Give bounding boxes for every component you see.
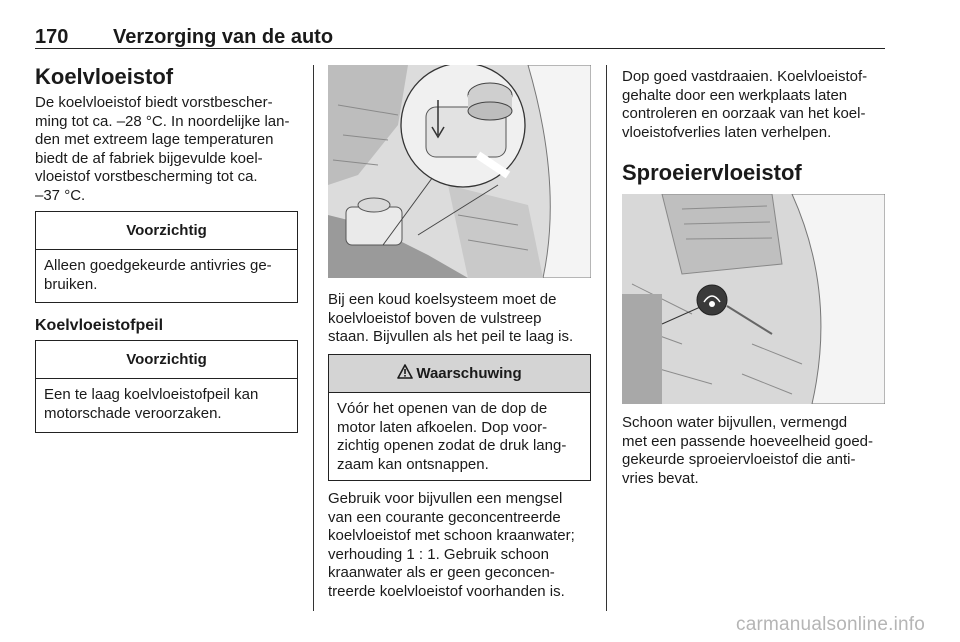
section-heading-sproeiervloeistof: Sproeiervloeistof: [622, 160, 802, 185]
page-header: [35, 26, 885, 49]
section-heading-koelvloeistof: Koelvloeistof: [35, 64, 174, 89]
column-divider-1: [313, 65, 314, 611]
caution-box-level: [35, 340, 298, 433]
caution-title: Voorzichtig: [36, 341, 297, 379]
page-number: 170: [35, 26, 69, 48]
subheading-koelvloeistofpeil: Koelvloeistofpeil: [35, 317, 164, 334]
cap-tighten-paragraph: Dop goed vastdraaien. Koelvloeistof- gehalte door een werkplaats laten controleren en oorzaak van het koel- vloeistofverlies laten verhelpen.: [622, 68, 868, 141]
washer-fluid-illustration: [622, 194, 885, 404]
coolant-reservoir-illustration: [328, 65, 591, 278]
coolant-level-paragraph: Bij een koud koelsysteem moet de koelvloeistof boven de vulstreep staan. Bijvullen als het peil te laag is.: [328, 291, 574, 346]
intro-paragraph: De koelvloeistof biedt vorstbescher- ming tot ca. –28 °C. In noordelijke lan- den met extreem lage temperaturen biedt de af fabriek bijgevulde koel- vloeistof vorstbescherming tot ca. –37 °C.: [35, 94, 290, 204]
warning-title: Waarschuwing: [329, 355, 590, 393]
caution-title: Voorzichtig: [36, 212, 297, 250]
caution-body: Alleen goedgekeurde antivries ge- bruiken.: [44, 257, 272, 293]
warning-triangle-icon: [397, 356, 413, 393]
washer-fluid-paragraph: Schoon water bijvullen, vermengd met een passende hoeveelheid goed- gekeurde sproeiervloeistof die anti- vries bevat.: [622, 414, 874, 487]
caution-box-antifreeze: [35, 211, 298, 303]
watermark: carmanualsonline.info: [736, 614, 926, 635]
warning-body: Vóór het openen van de dop de motor laten afkoelen. Dop voor- zichtig openen zodat de druk lang- zaam kan ontsnappen.: [337, 400, 567, 473]
caution-body: Een te laag koelvloeistofpeil kan motorschade veroorzaken.: [44, 386, 259, 422]
column-divider-2: [606, 65, 607, 611]
page-title: Verzorging van de auto: [113, 26, 334, 48]
warning-box-hot-engine: [328, 354, 591, 481]
refill-mixture-paragraph: Gebruik voor bijvullen een mengsel van een courante geconcentreerde koelvloeistof met schoon kraanwater; verhouding 1 : 1. Gebruik schoon kraanwater als er geen geconcen- treerde koelvloeistof voorhanden is.: [328, 490, 575, 600]
